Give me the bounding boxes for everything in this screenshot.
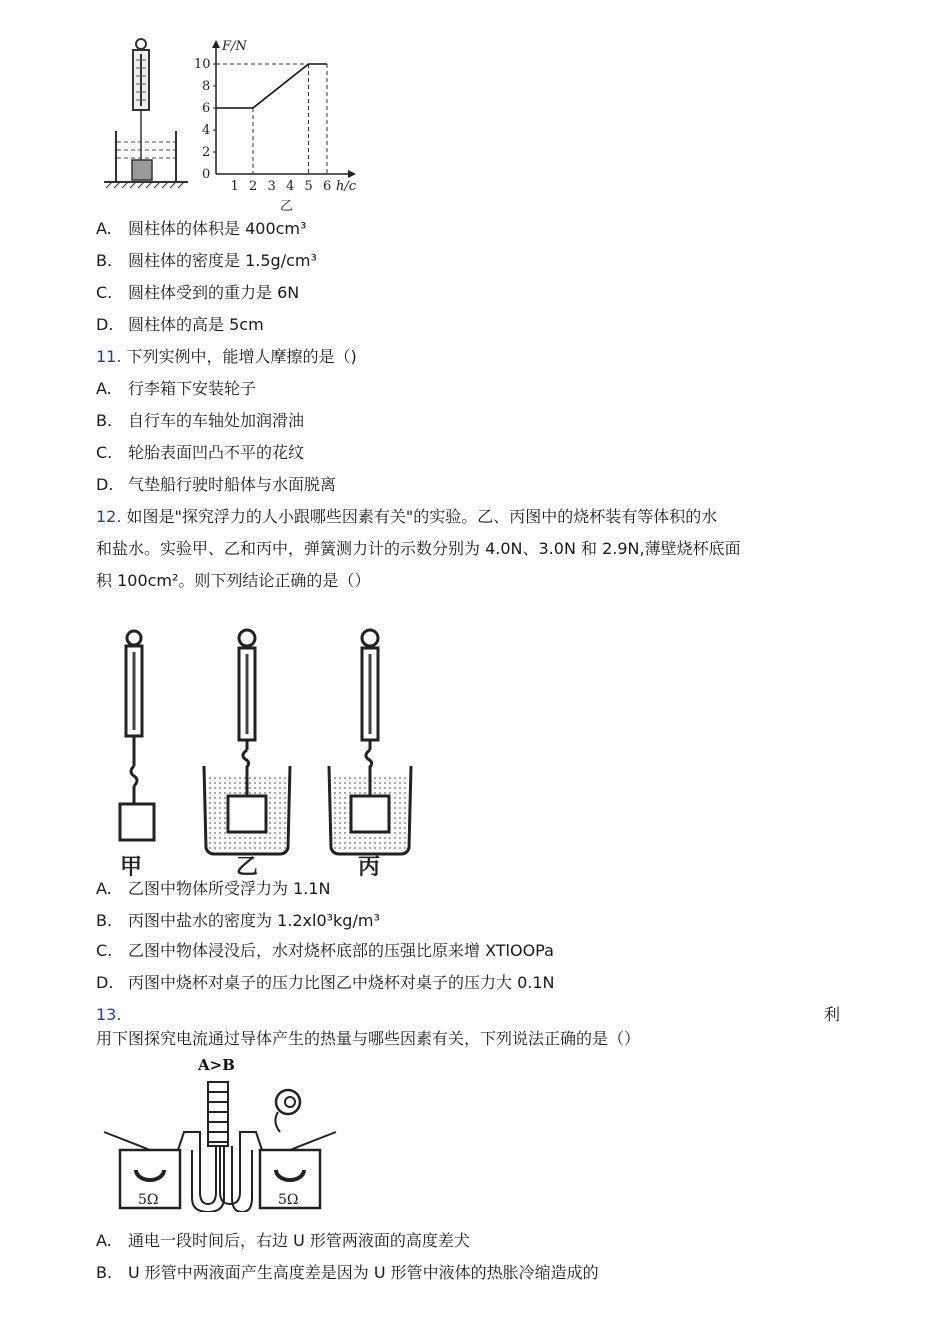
y-tick-label: 0 [202,167,211,182]
spring-scale-container-illustration [96,36,196,196]
series-segment [253,64,309,108]
setup-bing [329,630,411,854]
x-tick-label: 2 [249,179,258,194]
f-h-chart-svg [186,38,366,216]
option-letter: A. [96,219,112,238]
q10-option-1 [96,250,317,272]
option-text: 圆柱体的密度是 1.5g/cm³ [128,251,317,270]
label-yi: 乙 [236,854,259,878]
q12-option-2 [96,940,554,962]
q13-option-0 [96,1230,470,1252]
figure-spring-scale-container [96,36,196,196]
option-letter: B. [96,251,113,270]
joule-heating-svg [100,1052,340,1212]
y-tick-label: 8 [202,79,211,94]
q13-option-1 [96,1262,599,1284]
option-letter: A. [96,879,112,898]
option-letter: A. [96,1231,112,1250]
q12-number: 12. [96,507,122,526]
q12-option-0 [96,878,331,900]
figure-title-a-b: A>B [198,1056,235,1074]
q11-number: 11. [96,347,122,366]
q13-number-line [96,1004,121,1026]
q12-stem-line1 [96,506,717,528]
y-axis-arrow [212,40,220,48]
option-letter: C. [96,941,113,960]
q11-option-2 [96,442,304,464]
f-h-chart [186,38,366,216]
q12-option-1 [96,910,380,932]
x-tick-label: 6 [323,179,332,194]
x-axis-arrow [348,170,356,178]
q13-number: 13. [96,1005,122,1024]
x-tick-label: 1 [230,179,239,194]
option-text: 圆柱体的体积是 400cm³ [128,219,307,238]
q11-option-3 [96,474,336,496]
option-text: 通电一段时间后，右边 U 形管两液面的高度差犬 [128,1231,470,1250]
y-tick-label: 10 [194,57,211,72]
setup-yi [204,630,290,854]
option-text: 气垫船行驶时船体与水面脱离 [128,475,337,494]
option-letter: D. [96,315,114,334]
q12-stem-line2: 和盐水。实验甲、乙和丙中，弹簧测力计的示数分别为 4.0N、3.0N 和 2.9N,薄壁烧杯底面 [96,539,741,558]
q10-option-2 [96,282,299,304]
buoyancy-experiment-figure [118,626,418,878]
option-text: 乙图中物体浸没后，水对烧杯底部的压强比原来增 XTlOOPa [128,941,554,960]
joule-heating-figure [100,1052,340,1212]
chart-caption: 乙 [280,199,294,214]
label-jia: 甲 [120,854,143,878]
option-letter: D. [96,973,114,992]
q12-option-3 [96,972,555,994]
option-letter: A. [96,379,112,398]
q12-stem-line3: 积 100cm²。则下列结论正确的是（） [96,571,371,590]
x-tick-label: 4 [286,179,295,194]
x-tick-label: 5 [304,179,313,194]
y-tick-label: 6 [202,101,211,116]
option-text: 乙图中物体所受浮力为 1.1N [128,879,331,898]
setup-jia [120,631,154,840]
q10-option-0 [96,218,306,240]
buoyancy-experiment-svg [118,626,418,878]
option-letter: B. [96,1263,113,1282]
option-text: 丙图中烧杯对桌子的压力比图乙中烧杯对桌子的压力大 0.1N [128,973,555,992]
option-letter: B. [96,411,113,430]
option-letter: D. [96,475,114,494]
option-letter: C. [96,283,113,302]
y-tick-label: 4 [202,123,211,138]
option-text: 轮胎表面凹凸不平的花纹 [128,443,305,462]
option-letter: B. [96,911,113,930]
label-bing: 丙 [358,854,381,878]
q11-option-1 [96,410,304,432]
option-text: 自行车的车轴处加润滑油 [128,411,305,430]
q12-stem-text-1: 如图是"探究浮力的人小跟哪些因素有关"的实验。乙、丙图中的烧杯装有等体积的水 [126,507,718,526]
option-text: 丙图中盐水的密度为 1.2xl0³kg/m³ [128,911,380,930]
option-text: 圆柱体的高是 5cm [128,315,264,334]
x-axis-label: h/c [336,179,357,194]
q13-stem-line2: 用下图探究电流通过导体产生的热量与哪些因素有关，下列说法正确的是（） [96,1029,641,1048]
option-text: U 形管中两液面产生高度差是因为 U 形管中液体的热胀冷缩造成的 [128,1263,599,1282]
resistor-right-label: 5Ω [278,1192,299,1208]
q13-right-char: 利 [823,1005,840,1024]
option-text: 圆柱体受到的重力是 6N [128,283,300,302]
y-tick-label: 2 [202,145,211,160]
q11-option-0 [96,378,256,400]
q11-stem [96,346,357,368]
option-letter: C. [96,443,113,462]
resistor-left-label: 5Ω [138,1192,159,1208]
x-tick-label: 3 [267,179,276,194]
q11-stem-text: 下列实例中，能增人摩擦的是（) [126,347,357,366]
y-axis-label: F/N [222,39,247,54]
q10-option-3 [96,314,264,336]
option-text: 行李箱下安装轮子 [128,379,257,398]
